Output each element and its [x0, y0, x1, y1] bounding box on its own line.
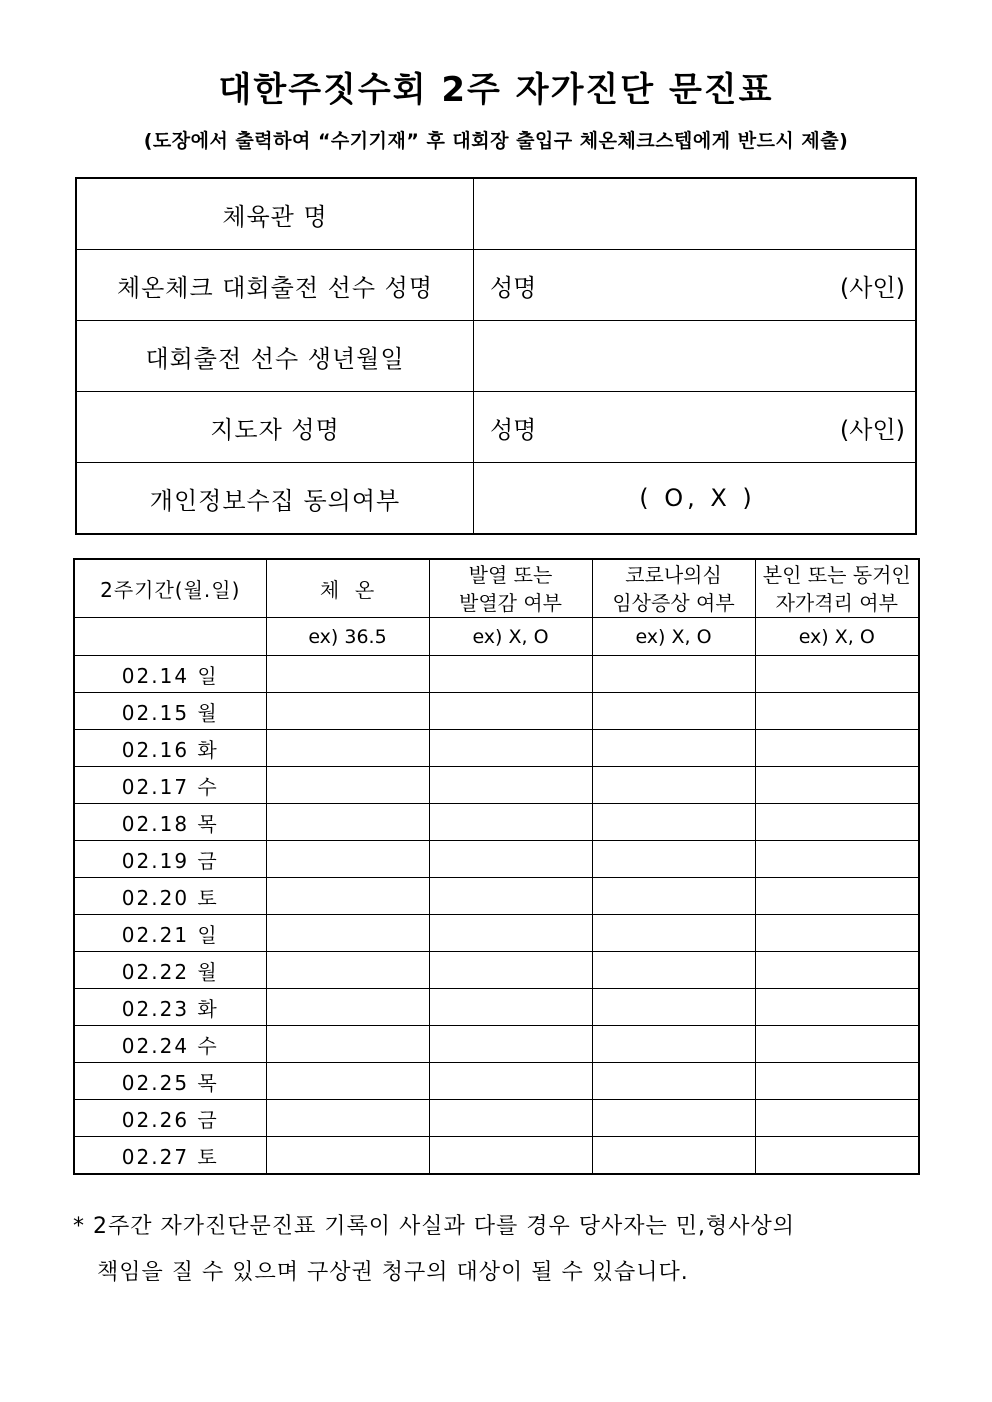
header-quarantine-line2: 자가격리 여부: [775, 590, 898, 615]
coach-sign-label: (사인): [839, 415, 905, 444]
day-quarantine-cell[interactable]: [755, 989, 919, 1026]
day-covid-cell[interactable]: [592, 1026, 755, 1063]
day-quarantine-cell[interactable]: [755, 1026, 919, 1063]
header-quarantine: [755, 559, 919, 618]
day-temp-cell[interactable]: [266, 878, 429, 915]
day-date: 02.22 월: [74, 952, 266, 989]
consent-field[interactable]: ( O, X ): [474, 463, 917, 535]
day-date: 02.24 수: [74, 1026, 266, 1063]
form-title: 대한주짓수회 2주 자가진단 문진표: [218, 70, 774, 110]
day-covid-cell[interactable]: [592, 693, 755, 730]
player-sign-label: (사인): [839, 273, 905, 302]
day-row: [74, 767, 919, 804]
day-covid-cell[interactable]: [592, 804, 755, 841]
player-name-field[interactable]: [474, 250, 917, 321]
daily-log-table: [73, 558, 920, 1175]
day-covid-cell[interactable]: [592, 841, 755, 878]
day-temp-cell[interactable]: [266, 841, 429, 878]
day-fever-cell[interactable]: [429, 1026, 592, 1063]
day-fever-cell[interactable]: [429, 1137, 592, 1175]
day-quarantine-cell[interactable]: [755, 915, 919, 952]
header-covid-line1: 코로나의심: [625, 562, 722, 587]
header-period: 2주기간(월.일): [74, 559, 266, 618]
day-row: [74, 1026, 919, 1063]
day-temp-cell[interactable]: [266, 767, 429, 804]
day-covid-cell[interactable]: [592, 730, 755, 767]
day-date: 02.18 목: [74, 804, 266, 841]
gym-row: [76, 178, 916, 250]
day-covid-cell[interactable]: [592, 952, 755, 989]
day-temp-cell[interactable]: [266, 915, 429, 952]
day-quarantine-cell[interactable]: [755, 1137, 919, 1175]
day-quarantine-cell[interactable]: [755, 767, 919, 804]
day-row: [74, 989, 919, 1026]
coach-field[interactable]: [474, 392, 917, 463]
form-subtitle: (도장에서 출력하여 “수기기재” 후 대회장 출입구 체온체크스텝에게 반드시 제출): [143, 130, 849, 152]
header-covid-line2: 임상증상 여부: [612, 590, 735, 615]
day-date: 02.21 일: [74, 915, 266, 952]
info-table: [75, 177, 917, 535]
day-temp-cell[interactable]: [266, 804, 429, 841]
day-row: [74, 878, 919, 915]
day-fever-cell[interactable]: [429, 1100, 592, 1137]
example-covid: ex) X, O: [592, 618, 755, 656]
log-header-row: [74, 559, 919, 618]
day-temp-cell[interactable]: [266, 1100, 429, 1137]
example-fever: ex) X, O: [429, 618, 592, 656]
day-quarantine-cell[interactable]: [755, 693, 919, 730]
day-fever-cell[interactable]: [429, 804, 592, 841]
day-quarantine-cell[interactable]: [755, 1063, 919, 1100]
day-quarantine-cell[interactable]: [755, 878, 919, 915]
consent-label: 개인정보수집 동의여부: [76, 463, 474, 535]
day-temp-cell[interactable]: [266, 693, 429, 730]
coach-label: 지도자 성명: [76, 392, 474, 463]
player-name-prefix: 성명: [490, 273, 537, 302]
day-fever-cell[interactable]: [429, 656, 592, 693]
day-fever-cell[interactable]: [429, 989, 592, 1026]
day-quarantine-cell[interactable]: [755, 730, 919, 767]
day-temp-cell[interactable]: [266, 1026, 429, 1063]
day-fever-cell[interactable]: [429, 915, 592, 952]
day-date: 02.26 금: [74, 1100, 266, 1137]
day-quarantine-cell[interactable]: [755, 656, 919, 693]
day-fever-cell[interactable]: [429, 693, 592, 730]
disclaimer-note: [73, 1204, 921, 1296]
coach-name-prefix: 성명: [490, 415, 537, 444]
day-date: 02.16 화: [74, 730, 266, 767]
day-covid-cell[interactable]: [592, 1137, 755, 1175]
day-quarantine-cell[interactable]: [755, 1100, 919, 1137]
day-date: 02.25 목: [74, 1063, 266, 1100]
day-temp-cell[interactable]: [266, 656, 429, 693]
day-temp-cell[interactable]: [266, 730, 429, 767]
day-fever-cell[interactable]: [429, 1063, 592, 1100]
day-row: [74, 952, 919, 989]
example-period: [74, 618, 266, 656]
disclaimer-line2: 책임을 질 수 있으며 구상권 청구의 대상이 될 수 있습니다.: [97, 1260, 689, 1285]
day-covid-cell[interactable]: [592, 915, 755, 952]
player-name-row: [76, 250, 916, 321]
day-covid-cell[interactable]: [592, 656, 755, 693]
day-row: [74, 1137, 919, 1175]
day-date: 02.19 금: [74, 841, 266, 878]
day-temp-cell[interactable]: [266, 1137, 429, 1175]
day-row: [74, 693, 919, 730]
gym-label: 체육관 명: [76, 178, 474, 250]
day-row: [74, 915, 919, 952]
day-date: 02.23 화: [74, 989, 266, 1026]
day-covid-cell[interactable]: [592, 878, 755, 915]
day-covid-cell[interactable]: [592, 989, 755, 1026]
day-row: [74, 1100, 919, 1137]
example-row: [74, 618, 919, 656]
day-fever-cell[interactable]: [429, 878, 592, 915]
day-row: [74, 730, 919, 767]
day-temp-cell[interactable]: [266, 989, 429, 1026]
header-fever-line2: 발열감 여부: [459, 590, 562, 615]
day-date: 02.15 월: [74, 693, 266, 730]
header-temp: 체 온: [266, 559, 429, 618]
day-covid-cell[interactable]: [592, 1100, 755, 1137]
day-row: [74, 1063, 919, 1100]
disclaimer-line1: * 2주간 자가진단문진표 기록이 사실과 다를 경우 당사자는 민,형사상의: [73, 1214, 795, 1239]
day-date: 02.14 일: [74, 656, 266, 693]
day-fever-cell[interactable]: [429, 952, 592, 989]
day-quarantine-cell[interactable]: [755, 952, 919, 989]
day-fever-cell[interactable]: [429, 767, 592, 804]
day-fever-cell[interactable]: [429, 841, 592, 878]
day-date: 02.27 토: [74, 1137, 266, 1175]
day-covid-cell[interactable]: [592, 767, 755, 804]
day-quarantine-cell[interactable]: [755, 841, 919, 878]
day-fever-cell[interactable]: [429, 730, 592, 767]
day-date: 02.17 수: [74, 767, 266, 804]
header-fever: [429, 559, 592, 618]
birth-label: 대회출전 선수 생년월일: [76, 321, 474, 392]
day-date: 02.20 토: [74, 878, 266, 915]
day-temp-cell[interactable]: [266, 952, 429, 989]
day-covid-cell[interactable]: [592, 1063, 755, 1100]
birth-row: [76, 321, 916, 392]
header-quarantine-line1: 본인 또는 동거인: [762, 562, 911, 587]
header-covid: [592, 559, 755, 618]
day-quarantine-cell[interactable]: [755, 804, 919, 841]
consent-row: [76, 463, 916, 535]
example-quarantine: ex) X, O: [755, 618, 919, 656]
coach-row: [76, 392, 916, 463]
header-fever-line1: 발열 또는: [468, 562, 553, 587]
day-temp-cell[interactable]: [266, 1063, 429, 1100]
day-row: [74, 656, 919, 693]
day-row: [74, 841, 919, 878]
example-temp: ex) 36.5: [266, 618, 429, 656]
day-rows: [74, 656, 919, 1175]
day-row: [74, 804, 919, 841]
birth-field[interactable]: [474, 321, 917, 392]
gym-field[interactable]: [474, 178, 917, 250]
player-name-label: 체온체크 대회출전 선수 성명: [76, 250, 474, 321]
